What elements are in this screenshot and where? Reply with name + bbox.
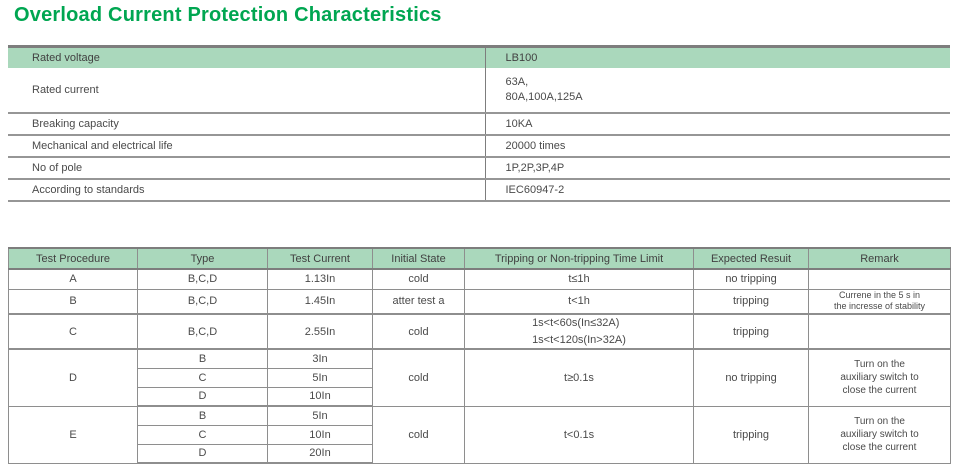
spec-label-rated-current: Rated current (8, 68, 485, 113)
cell-expected: tripping (694, 314, 809, 349)
cell-expected: tripping (694, 406, 809, 463)
spec-row-standards (8, 179, 950, 201)
cell-procedure: D (9, 349, 138, 406)
col-header-test-current: Test Current (268, 248, 373, 269)
cell-procedure: A (9, 269, 138, 289)
cell-time-limit: t<0.1s (465, 406, 694, 463)
remark-line-2: auxiliary switch to (840, 372, 919, 384)
cell-time-limit: t≤1h (465, 269, 694, 289)
remark-line-3: close the current (842, 442, 917, 453)
spec-label-breaking-capacity: Breaking capacity (8, 113, 485, 135)
spec-row-mech-elec-life (8, 135, 950, 157)
col-header-time-limit: Tripping or Non-tripping Time Limit (465, 248, 694, 269)
time-line-1: 1s<t<60s(In≤32A) (532, 317, 620, 329)
spec-value-rated-voltage: LB100 (485, 47, 950, 68)
cell-procedure: B (9, 289, 138, 314)
cell-current: 10In (268, 387, 373, 406)
cell-time-limit: t<1h (465, 289, 694, 314)
cell-remark (809, 349, 951, 406)
spec-row-no-of-pole (8, 157, 950, 179)
cell-expected: no tripping (694, 269, 809, 289)
cell-time-limit (465, 314, 694, 349)
cell-expected: tripping (694, 289, 809, 314)
cell-type: B (138, 406, 268, 425)
spec-label-mech-elec-life: Mechanical and electrical life (8, 135, 485, 157)
cell-current: 1.45In (268, 289, 373, 314)
cell-current: 5In (268, 406, 373, 425)
cell-initial-state: cold (373, 406, 465, 463)
cell-expected: no tripping (694, 349, 809, 406)
cell-initial-state: cold (373, 314, 465, 349)
cell-type: B (138, 349, 268, 368)
spec-value-mech-elec-life: 20000 times (485, 135, 950, 157)
remark-line-1: Currene in the 5 s in (838, 290, 921, 300)
col-header-initial-state: Initial State (373, 248, 465, 269)
cell-current: 1.13In (268, 269, 373, 289)
rated-current-line-1: 63A, (505, 75, 529, 88)
cell-type: C (138, 368, 268, 387)
spec-label-rated-voltage: Rated voltage (8, 47, 485, 68)
cell-current: 10In (268, 425, 373, 444)
cell-type: C (138, 425, 268, 444)
cell-type: B,C,D (138, 289, 268, 314)
spec-value-no-of-pole: 1P,2P,3P,4P (485, 157, 950, 179)
cell-remark (809, 269, 951, 289)
remark-line-3: close the current (842, 385, 917, 397)
remark-line-1: Turn on the (854, 359, 905, 371)
col-header-remark: Remark (809, 248, 951, 269)
spec-row-rated-current (8, 68, 950, 113)
test-header-row (9, 248, 951, 269)
cell-type: D (138, 387, 268, 406)
spec-value-rated-current (485, 68, 950, 113)
cell-current: 20In (268, 444, 373, 463)
col-header-expected-result: Expected Resuit (694, 248, 809, 269)
cell-remark (809, 406, 951, 463)
cell-current: 3In (268, 349, 373, 368)
test-row-d-1 (9, 349, 951, 368)
cell-initial-state: cold (373, 269, 465, 289)
page-title: Overload Current Protection Characteristics (14, 4, 442, 26)
time-line-2: 1s<t<120s(In>32A) (532, 333, 626, 346)
spec-header-row (8, 47, 950, 68)
cell-type: B,C,D (138, 269, 268, 289)
cell-initial-state: cold (373, 349, 465, 406)
cell-remark (809, 314, 951, 349)
cell-type: D (138, 444, 268, 463)
cell-current: 5In (268, 368, 373, 387)
time-limit-lines (532, 315, 626, 348)
col-header-type: Type (138, 248, 268, 269)
cell-procedure: E (9, 406, 138, 463)
cell-remark (809, 289, 951, 314)
spec-row-breaking-capacity (8, 113, 950, 135)
spec-label-standards: According to standards (8, 179, 485, 201)
spec-value-standards: IEC60947-2 (485, 179, 950, 201)
col-header-test-procedure: Test Procedure (9, 248, 138, 269)
spec-value-breaking-capacity: 10KA (485, 113, 950, 135)
remark-line-2: the incresse of stability (833, 301, 926, 312)
test-row-c (9, 314, 951, 349)
remark-line-2: auxiliary switch to (840, 429, 919, 440)
remark-line-1: Turn on the (854, 416, 905, 427)
test-row-b (9, 289, 951, 314)
cell-initial-state: atter test a (373, 289, 465, 314)
spec-table (8, 45, 950, 202)
test-row-a (9, 269, 951, 289)
spec-label-no-of-pole: No of pole (8, 157, 485, 179)
cell-current: 2.55In (268, 314, 373, 349)
cell-procedure: C (9, 314, 138, 349)
cell-time-limit: t≥0.1s (465, 349, 694, 406)
test-table (8, 247, 951, 464)
cell-type: B,C,D (138, 314, 268, 349)
test-row-e-1 (9, 406, 951, 425)
rated-current-line-2: 80A,100A,125A (505, 90, 583, 103)
